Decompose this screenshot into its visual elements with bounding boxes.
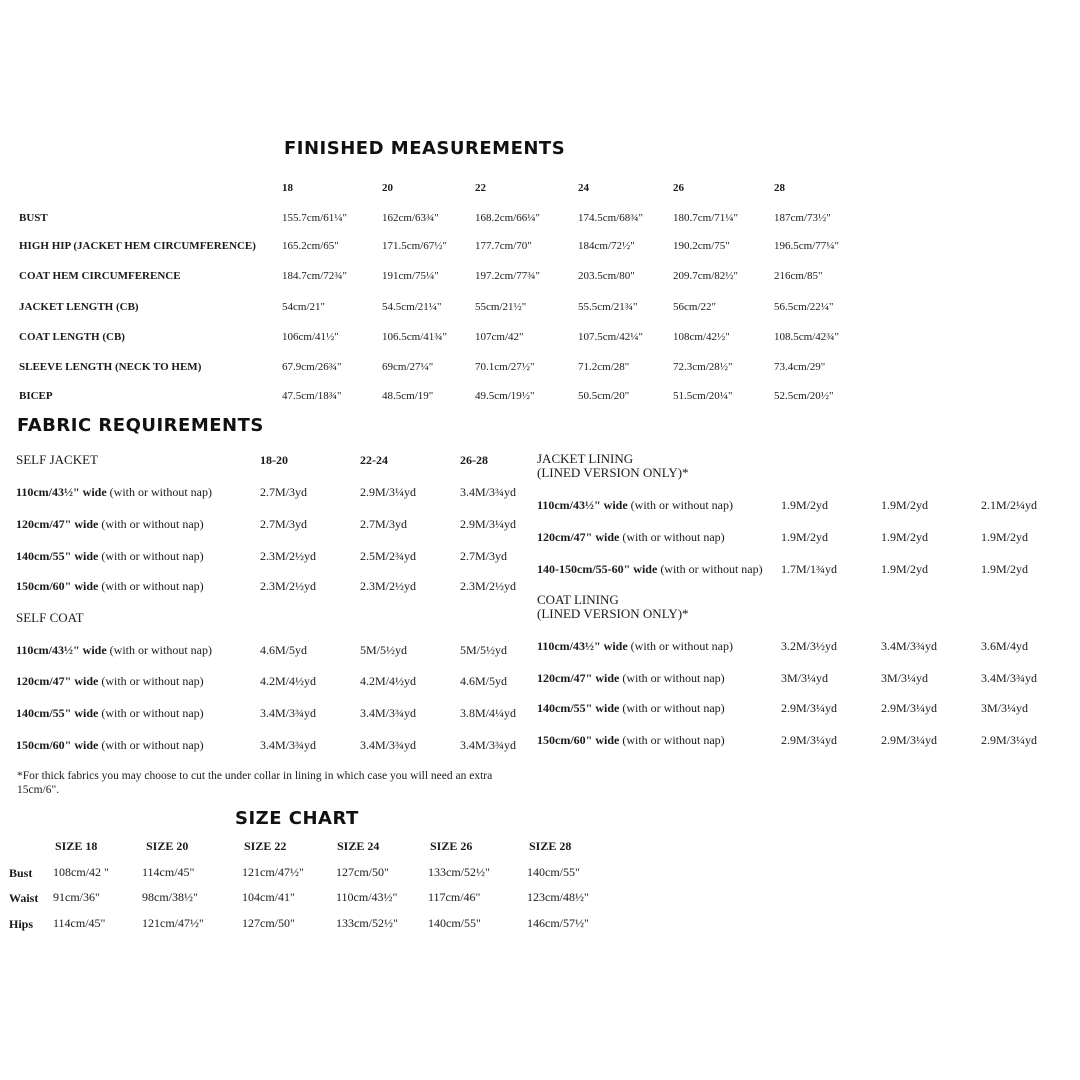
size-header: 28 [774,182,785,194]
size-group-22-24: 22-24 [360,453,388,467]
size-chart-value: 127cm/50" [242,916,295,930]
fabric-amount: 4.2M/4½yd [360,674,417,688]
measurement-value: 50.5cm/20" [578,390,630,402]
fabric-amount: 3.4M/3¾yd [460,738,517,752]
measurement-label: BUST [19,212,48,224]
measurement-value: 69cm/27¼" [382,361,434,373]
measurement-value: 177.7cm/70" [475,240,532,252]
nap-note: (with or without nap) [619,733,725,747]
finished-measurements-heading: FINISHED MEASUREMENTS [284,138,566,159]
measurement-value: 197.2cm/77¾" [475,270,540,282]
size-chart-value: 121cm/47½" [142,916,204,930]
size-chart-row-label: Hips [9,917,34,931]
fabric-width: 140cm/55" wide [537,701,620,715]
fabric-amount: 1.9M/2yd [981,530,1029,544]
size-chart-header: SIZE 22 [244,839,287,853]
nap-note: (with or without nap) [619,701,725,715]
measurement-value: 107.5cm/42¼" [578,331,643,343]
measurement-value: 52.5cm/20½" [774,390,834,402]
measurement-value: 47.5cm/18¾" [282,390,342,402]
fabric-amount: 3.4M/3¾yd [360,706,417,720]
measurement-value: 168.2cm/66¼" [475,212,540,224]
fabric-width-label [16,579,204,594]
nap-note: (with or without nap) [98,674,204,688]
jacket-lining-subtitle: (LINED VERSION ONLY)* [537,465,689,480]
measurement-value: 155.7cm/61¼" [282,212,347,224]
measurement-value: 171.5cm/67½" [382,240,447,252]
fabric-width: 110cm/43½" wide [537,498,628,512]
fabric-width-label [16,738,204,753]
fabric-amount: 3M/3¼yd [881,671,929,685]
size-group-26-28: 26-28 [460,453,488,467]
nap-note: (with or without nap) [619,530,725,544]
fabric-amount: 2.9M/3¼yd [881,701,938,715]
fabric-amount: 3.4M/3¾yd [360,738,417,752]
size-chart-header: SIZE 26 [430,839,473,853]
measurement-value: 55.5cm/21¾" [578,301,638,313]
size-chart-value: 98cm/38½" [142,890,198,904]
size-header: 26 [673,182,684,194]
size-chart-value: 121cm/47½" [242,865,304,879]
nap-note: (with or without nap) [98,517,204,531]
measurement-value: 165.2cm/65" [282,240,339,252]
measurement-value: 67.9cm/26¾" [282,361,342,373]
fabric-width: 110cm/43½" wide [16,485,107,499]
fabric-amount: 2.5M/2¾yd [360,549,417,563]
fabric-amount: 5M/5½yd [360,643,408,657]
fabric-width: 140cm/55" wide [16,706,99,720]
measurement-label: SLEEVE LENGTH (NECK TO HEM) [19,361,202,373]
measurement-value: 184cm/72½" [578,240,635,252]
fabric-amount: 2.9M/3¼yd [981,733,1038,747]
size-chart-value: 140cm/55" [527,865,580,879]
fabric-amount: 2.3M/2½yd [260,579,317,593]
fabric-amount: 1.9M/2yd [781,498,829,512]
fabric-width: 120cm/47" wide [16,674,99,688]
fabric-width-label [16,517,204,532]
fabric-amount: 2.7M/3yd [360,517,408,531]
fabric-amount: 2.9M/3¼yd [460,517,517,531]
size-header: 22 [475,182,486,194]
fabric-amount: 2.3M/2½yd [460,579,517,593]
fabric-amount: 3.6M/4yd [981,639,1029,653]
fabric-width: 110cm/43½" wide [16,643,107,657]
measurement-value: 191cm/75¼" [382,270,439,282]
measurement-value: 108cm/42½" [673,331,730,343]
measurement-value: 72.3cm/28½" [673,361,733,373]
fabric-width-label [537,639,733,654]
fabric-amount: 3M/3¼yd [781,671,829,685]
measurement-value: 56.5cm/22¼" [774,301,834,313]
nap-note: (with or without nap) [627,639,733,653]
fabric-amount: 2.7M/3yd [460,549,508,563]
size-chart-header: SIZE 28 [529,839,572,853]
measurement-label: COAT LENGTH (CB) [19,331,125,343]
fabric-amount: 4.6M/5yd [460,674,508,688]
fabric-width-label [16,674,204,689]
fabric-width-label [16,549,204,564]
size-chart-value: 108cm/42 " [53,865,109,879]
fabric-amount: 1.9M/2yd [981,562,1029,576]
fabric-width-label [537,733,725,748]
fabric-width-label [16,643,212,658]
size-chart-value: 127cm/50" [336,865,389,879]
size-chart-value: 104cm/41" [242,890,295,904]
nap-note: (with or without nap) [627,498,733,512]
measurement-value: 49.5cm/19½" [475,390,535,402]
footnote: *For thick fabrics you may choose to cut the under collar in lining in which case you will need an extra 15cm/6". [17,770,493,796]
fabric-amount: 5M/5½yd [460,643,508,657]
fabric-amount: 3.4M/3¾yd [260,706,317,720]
fabric-width-label [16,485,212,500]
measurement-value: 106.5cm/41¾" [382,331,447,343]
self-jacket-title: SELF JACKET [16,452,98,467]
measurement-value: 71.2cm/28" [578,361,630,373]
measurement-value: 54cm/21" [282,301,325,313]
measurement-value: 162cm/63¾" [382,212,439,224]
size-chart-value: 110cm/43½" [336,890,398,904]
fabric-width-label [537,562,763,577]
measurement-value: 107cm/42" [475,331,524,343]
size-chart-value: 114cm/45" [142,865,195,879]
fabric-amount: 3M/3¼yd [981,701,1029,715]
nap-note: (with or without nap) [106,643,212,657]
fabric-width: 110cm/43½" wide [537,639,628,653]
coat-lining-title: COAT LINING [537,592,619,607]
size-chart-heading: SIZE CHART [235,808,359,829]
fabric-width: 140cm/55" wide [16,549,99,563]
measurement-value: 73.4cm/29" [774,361,826,373]
measurement-value: 54.5cm/21¼" [382,301,442,313]
fabric-amount: 4.2M/4½yd [260,674,317,688]
size-chart-value: 123cm/48½" [527,890,589,904]
nap-note: (with or without nap) [98,549,204,563]
measurement-label: HIGH HIP (JACKET HEM CIRCUMFERENCE) [19,240,256,252]
measurement-value: 174.5cm/68¾" [578,212,643,224]
size-chart-value: 91cm/36" [53,890,100,904]
size-chart-header: SIZE 18 [55,839,98,853]
fabric-amount: 2.1M/2¼yd [981,498,1038,512]
fabric-amount: 2.3M/2½yd [360,579,417,593]
measurement-value: 216cm/85" [774,270,823,282]
measurement-value: 55cm/21½" [475,301,527,313]
fabric-amount: 2.7M/3yd [260,485,308,499]
fabric-amount: 3.4M/3¾yd [460,485,517,499]
measurement-value: 48.5cm/19" [382,390,434,402]
fabric-amount: 1.9M/2yd [881,498,929,512]
measurement-value: 108.5cm/42¾" [774,331,839,343]
fabric-amount: 4.6M/5yd [260,643,308,657]
nap-note: (with or without nap) [619,671,725,685]
size-chart-value: 146cm/57½" [527,916,589,930]
measurement-value: 51.5cm/20¼" [673,390,733,402]
fabric-width-label [537,701,725,716]
fabric-width-label [537,671,725,686]
fabric-width-label [537,530,725,545]
fabric-amount: 1.9M/2yd [881,562,929,576]
fabric-width-label [16,706,204,721]
coat-lining-subtitle: (LINED VERSION ONLY)* [537,606,689,621]
size-chart-row-label: Waist [9,891,39,905]
fabric-amount: 2.7M/3yd [260,517,308,531]
size-chart-header: SIZE 20 [146,839,189,853]
size-chart-header: SIZE 24 [337,839,380,853]
fabric-width: 150cm/60" wide [16,738,99,752]
measurement-value: 203.5cm/80" [578,270,635,282]
fabric-amount: 2.9M/3¼yd [881,733,938,747]
fabric-width: 120cm/47" wide [16,517,99,531]
size-group-18-20: 18-20 [260,453,288,467]
nap-note: (with or without nap) [106,485,212,499]
measurement-value: 209.7cm/82½" [673,270,738,282]
fabric-amount: 1.9M/2yd [881,530,929,544]
fabric-amount: 1.9M/2yd [781,530,829,544]
measurement-value: 70.1cm/27½" [475,361,535,373]
fabric-amount: 2.9M/3¼yd [360,485,417,499]
fabric-amount: 2.9M/3¼yd [781,701,838,715]
measurement-value: 190.2cm/75" [673,240,730,252]
fabric-amount: 2.3M/2½yd [260,549,317,563]
nap-note: (with or without nap) [657,562,763,576]
measurement-label: COAT HEM CIRCUMFERENCE [19,270,181,282]
size-chart-value: 117cm/46" [428,890,481,904]
measurement-value: 196.5cm/77¼" [774,240,839,252]
size-header: 24 [578,182,589,194]
nap-note: (with or without nap) [98,579,204,593]
size-chart-value: 114cm/45" [53,916,106,930]
self-coat-title: SELF COAT [16,610,84,625]
measurement-value: 184.7cm/72¾" [282,270,347,282]
fabric-width: 150cm/60" wide [16,579,99,593]
nap-note: (with or without nap) [98,706,204,720]
fabric-amount: 3.4M/3¾yd [260,738,317,752]
nap-note: (with or without nap) [98,738,204,752]
size-chart-value: 133cm/52½" [428,865,490,879]
fabric-amount: 3.2M/3½yd [781,639,838,653]
fabric-amount: 1.7M/1¾yd [781,562,838,576]
fabric-amount: 3.4M/3¾yd [881,639,938,653]
jacket-lining-title: JACKET LINING [537,451,634,466]
fabric-amount: 3.4M/3¾yd [981,671,1038,685]
measurement-value: 180.7cm/71¼" [673,212,738,224]
size-chart-value: 140cm/55" [428,916,481,930]
measurement-label: JACKET LENGTH (CB) [19,301,139,313]
fabric-width: 120cm/47" wide [537,530,620,544]
measurement-value: 106cm/41½" [282,331,339,343]
measurement-value: 56cm/22" [673,301,716,313]
fabric-requirements-heading: FABRIC REQUIREMENTS [17,415,264,436]
fabric-amount: 3.8M/4¼yd [460,706,517,720]
fabric-amount: 2.9M/3¼yd [781,733,838,747]
size-chart-value: 133cm/52½" [336,916,398,930]
fabric-width-label [537,498,733,513]
measurement-label: BICEP [19,390,53,402]
size-header: 18 [282,182,293,194]
fabric-width: 150cm/60" wide [537,733,620,747]
size-header: 20 [382,182,393,194]
size-chart-row-label: Bust [9,866,33,880]
measurement-value: 187cm/73½" [774,212,831,224]
fabric-width: 140-150cm/55-60" wide [537,562,658,576]
fabric-width: 120cm/47" wide [537,671,620,685]
